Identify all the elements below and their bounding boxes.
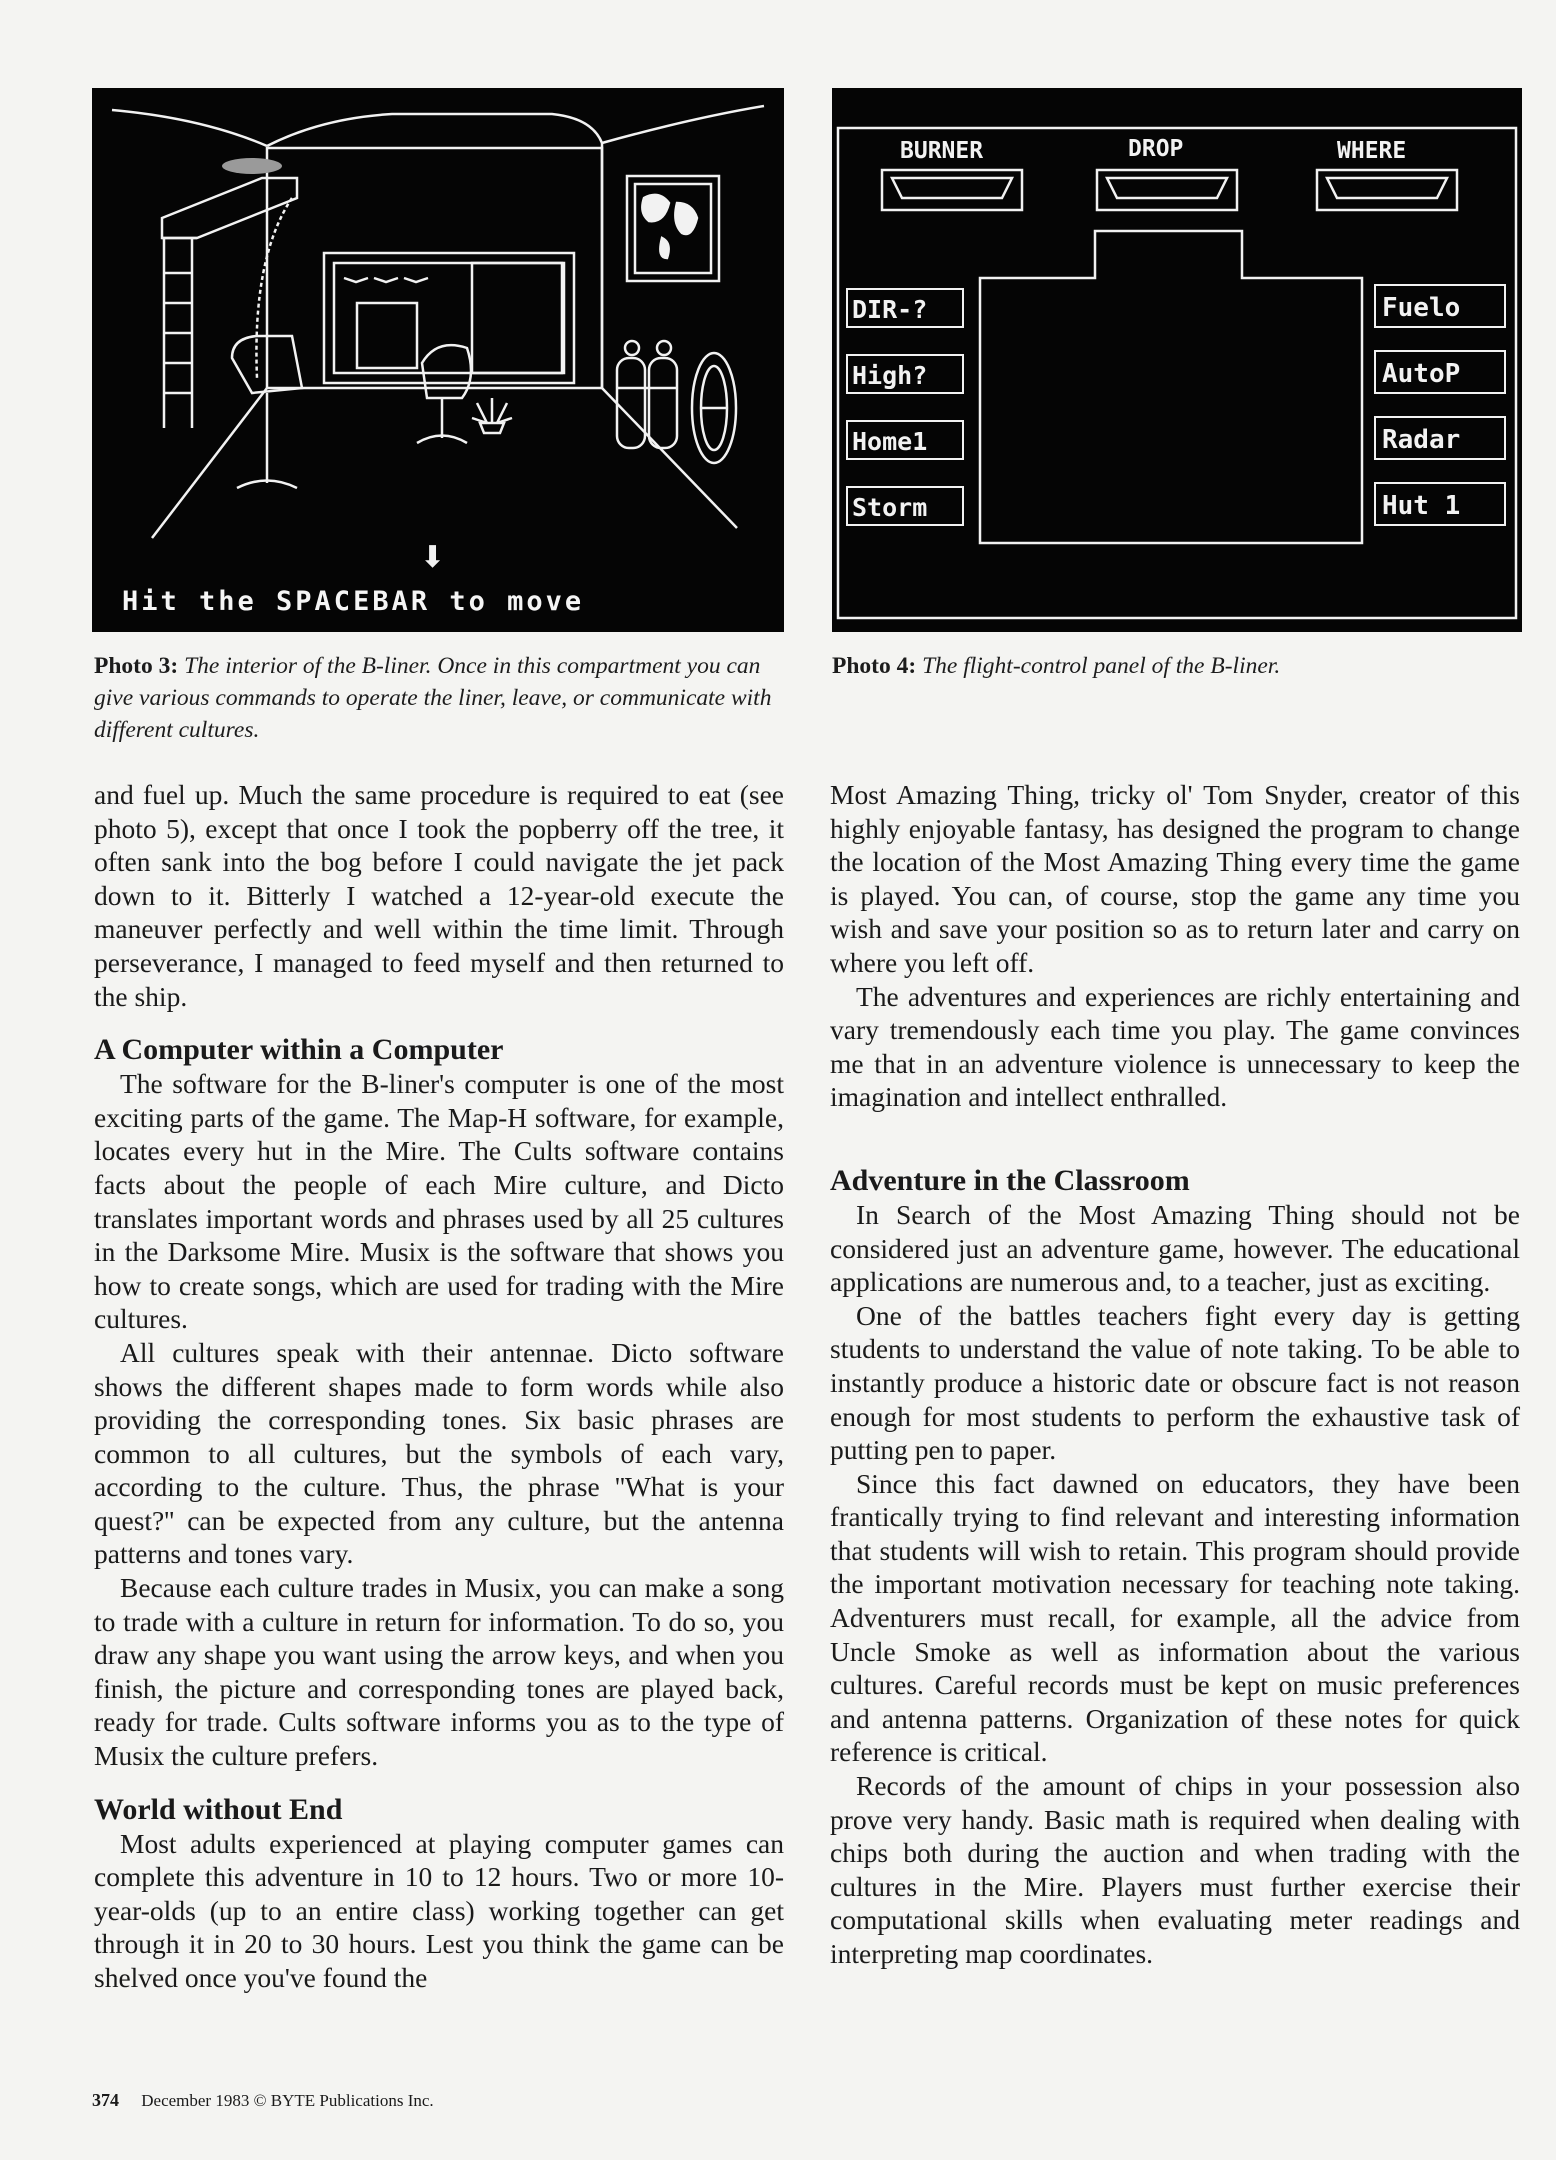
label-where: WHERE xyxy=(1337,138,1407,164)
photo-3-b-liner-interior xyxy=(92,88,784,632)
photo-3-caption-text: The interior of the B-liner. Once in this compartment you can give various commands to operate the liner, leave, or communicate with different cultures. xyxy=(94,653,772,743)
paragraph: Since this fact dawned on educators, they have been frantically trying to find relevant and interesting information that students will wish to retain. This program should provide the important motivation necessary for teaching note taking. Adventurers must recall, for example, all the advice from Uncle Smoke as well as information about the various cultures. Careful records must be kept on music preferences and antenna patterns. Organization of these notes for quick reference is critical. xyxy=(830,1467,1520,1768)
button-radar[interactable]: Radar xyxy=(1374,416,1506,460)
paragraph: In Search of the Most Amazing Thing should not be considered just an adventure game, however. The educational applications are numerous and, to a teacher, just as exciting. xyxy=(830,1198,1520,1298)
photo-4-caption-text: The flight-control panel of the B-liner. xyxy=(922,653,1281,679)
footer-text: December 1983 © BYTE Publications Inc. xyxy=(141,2091,434,2110)
burner-gauge xyxy=(882,170,1022,210)
button-hut[interactable]: Hut 1 xyxy=(1374,482,1506,526)
paragraph: and fuel up. Much the same procedure is required to eat (see photo 5), except that once I took the popberry off the tree, it often sank into the bog before I could navigate the jet pack down to it. Bitterly I watched a 12-year-old execute the maneuver perfectly and well within the time limit. Through perseverance, I managed to feed myself and then returned to the ship. xyxy=(94,779,784,1012)
label-drop: DROP xyxy=(1128,136,1184,162)
section-heading: Adventure in the Classroom xyxy=(830,1163,1190,1197)
paragraph: Most Amazing Thing, tricky ol' Tom Snyder, creator of this highly enjoyable fantasy, has designed the program to change the location of the Most Amazing Thing every time the game is played. You can, of course, stop the game any time you wish and save your position so as to return later and carry on where you left off. xyxy=(830,779,1520,978)
button-high[interactable]: High? xyxy=(846,354,964,394)
button-dir[interactable]: DIR-? xyxy=(846,288,964,328)
paragraph: One of the battles teachers fight every day is getting students to understand the value of note taking. To be able to instantly produce a historic date or obscure fact is not reason enough for most students to perform the exhaustive task of putting pen to paper. xyxy=(830,1299,1520,1466)
paragraph: Records of the amount of chips in your possession also prove very handy. Basic math is required when dealing with chips both during the auction and when trading with the cultures in the Mire. Players must further exercise their computational skills when evaluating meter readings and interpreting map coordinates. xyxy=(830,1770,1520,1969)
paragraph: Because each culture trades in Musix, you can make a song to trade with a culture in return for information. To do so, you draw any shape you want using the arrow keys, and when you finish, the picture and corresponding tones are played back, ready for trade. Cults software informs you as to the type of Musix the culture prefers. xyxy=(94,1572,784,1772)
paragraph: The adventures and experiences are richly entertaining and vary tremendously each time you play. The game convinces me that in an adventure violence is unnecessary to keep the imagination and intellect enthralled. xyxy=(830,980,1520,1113)
paragraph: The software for the B-liner's computer is one of the most exciting parts of the game. The Map-H software, for example, locates every hut in the Mire. The Cults software contains facts about the people of each Mire culture, and Dicto translates important words and phrases used by all 25 cultures in the Darksome Mire. Musix is the software that shows you how to create songs, which are used for trading with the Mire cultures. xyxy=(94,1068,784,1335)
paragraph: Most adults experienced at playing computer games can complete this adventure in 10 to 12 hours. Two or more 10-year-olds (up to an entire class) working together can get through it in 20 to 30 hours. Lest you think the game can be shelved once you've found the xyxy=(94,1827,784,1993)
button-autopilot[interactable]: AutoP xyxy=(1374,350,1506,394)
photo-4-caption xyxy=(832,650,1522,682)
button-fuel[interactable]: Fuelo xyxy=(1374,284,1506,328)
down-arrow-icon: ⬇ xyxy=(420,540,446,575)
left-column xyxy=(94,778,784,1995)
label-burner: BURNER xyxy=(900,138,984,164)
photo-3-caption xyxy=(94,650,784,746)
photo-3-caption-label: Photo 3: xyxy=(94,653,179,679)
page-footer xyxy=(92,2090,434,2111)
button-home[interactable]: Home1 xyxy=(846,420,964,460)
photo-4-flight-control-panel xyxy=(832,88,1522,632)
spacebar-prompt: Hit the SPACEBAR to move xyxy=(122,586,585,617)
page-number: 374 xyxy=(92,2090,119,2110)
photo-4-caption-label: Photo 4: xyxy=(832,653,917,679)
right-column xyxy=(830,778,1520,1971)
paragraph: All cultures speak with their antennae. Dicto software shows the different shapes made to form words while also providing the corresponding tones. Six basic phrases are common to all cultures, but the symbols of each vary, according to the culture. Thus, the phrase ''What is your quest?'' can be expected from any culture, but the antenna patterns and tones vary. xyxy=(94,1336,784,1570)
section-heading: World without End xyxy=(94,1792,343,1826)
button-storm[interactable]: Storm xyxy=(846,486,964,526)
section-heading: A Computer within a Computer xyxy=(94,1033,504,1067)
